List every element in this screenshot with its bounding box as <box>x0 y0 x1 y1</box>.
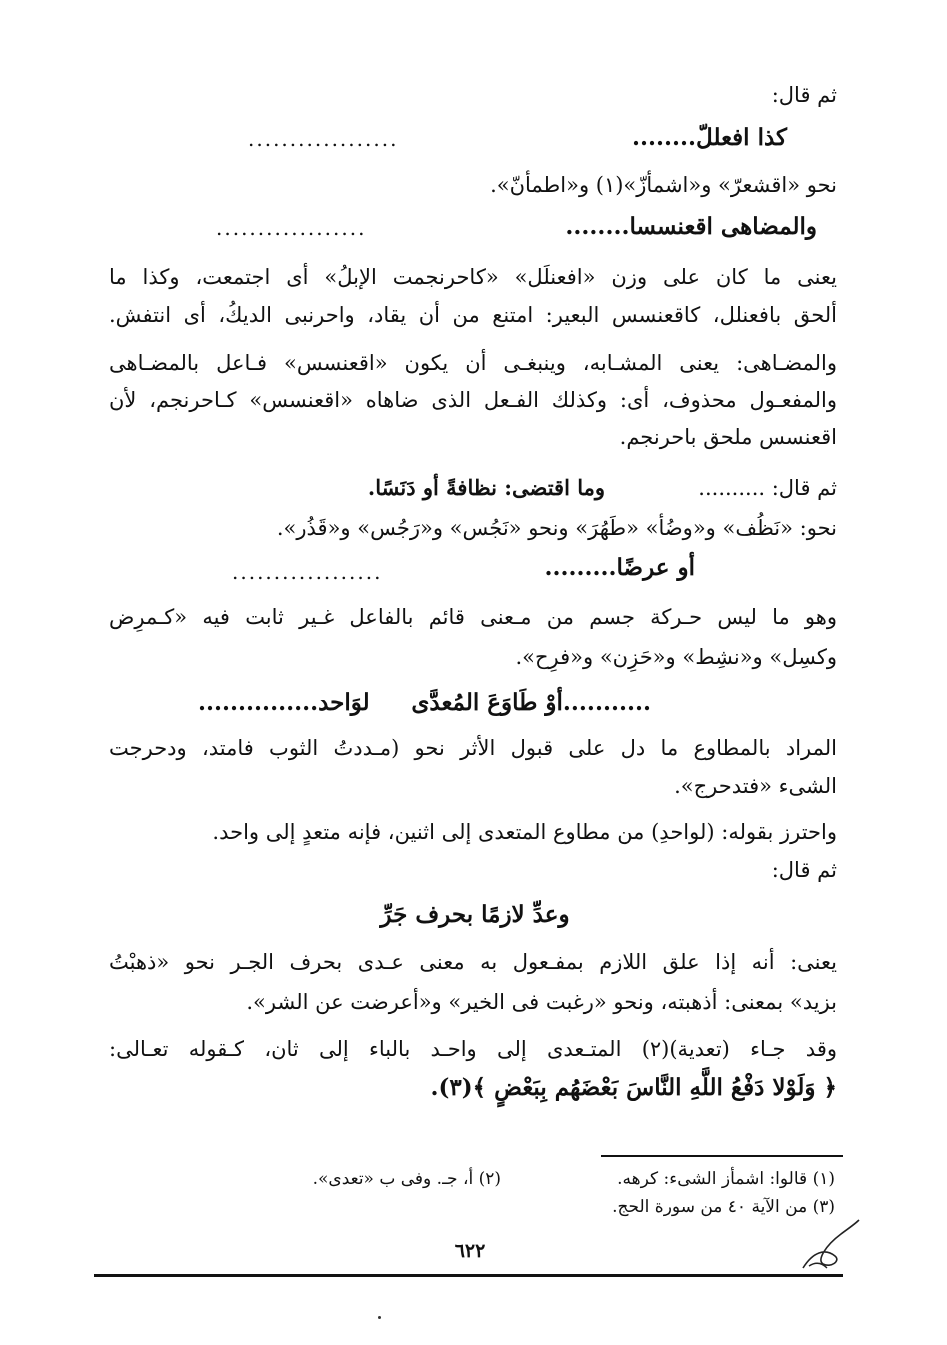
text-line: ثم قال: .......... <box>698 476 837 500</box>
text-line: يعنى: أنه إذا علق اللازم بمفـعول به معنى عـدى بحرف الجـر نحو «ذهبْتُ <box>109 950 837 974</box>
text-line: اقعنسس ملحق باحرنجم. <box>619 425 837 449</box>
footnote: (٣) من الآية ٤٠ من سورة الحج. <box>612 1197 835 1217</box>
quran-verse: ﴿ وَلَوْلا دَفْعُ اللَّهِ النَّاسَ بَعْضَهُم بِبَعْضٍ ﴾(٣). <box>430 1074 837 1101</box>
text-line: الشىء «فتدحرج». <box>674 774 837 798</box>
verse-line: كذا افعللّ........ <box>632 124 787 151</box>
text-line: المراد بالمطاوع ما دل على قبول الأثر نحو (مـددتُ الثوب فامتد، ودحرجت <box>109 736 837 760</box>
text-line: نحو «اقشعرّ» و«اشمأزّ»(١) و«اطمأنّ». <box>490 173 837 197</box>
text-line: وقد جـاء (تعدية)(٢) المتـعدى إلى واحـد بالباء إلى ثان، كـقوله تعـالى: <box>109 1037 837 1061</box>
verse-line: وما اقتضى: نظافةً أو دَنَسًا. <box>367 475 605 500</box>
text-line: ثم قال: <box>771 83 837 107</box>
verse-dots: .................. <box>248 127 399 151</box>
verse-line: لوَاحد............... <box>198 689 370 716</box>
text-line: يعنى ما كان على وزن «افعنلَل» «كاحرنجمت الإبلُ» أى اجتمعت، وكذا ما <box>109 265 837 289</box>
text-line: والمضـاهى: يعنى المشـابه، وينبغـى أن يكون «اقعنسس» فـاعل بالمضـاهى <box>109 351 837 375</box>
footnote: (١) قالوا: اشمأز الشىء: كرهه. <box>617 1169 835 1189</box>
page-number: ٦٢٢ <box>454 1240 486 1262</box>
verse-dots: .................. <box>232 560 383 584</box>
bottom-rule <box>94 1274 843 1277</box>
verse-line: وعدِّ لازمًا بحرف جَرِّ <box>380 901 570 928</box>
text-line: والمفعـول محذوف، أى: وكذلك الفـعل الذى ضاهاه «اقعنسس» كـاحرنجم، لأن <box>109 388 837 412</box>
verse-line: والمضاهى اقعنسسا........ <box>565 213 817 240</box>
text-line: ثم قال: <box>771 858 837 882</box>
text-line: نحو: «نَظُف» و«وضُأ» «طَهُرَ» ونحو «نَجُس» و«رَجُس» و«قَذُر». <box>276 516 837 540</box>
verse-line: أو عرضًا......... <box>544 554 695 581</box>
text-line: بزيد» بمعنى: أذهبته، ونحو «رغبت فى الخير» و«أعرضت عن الشر». <box>246 990 837 1014</box>
verse-dots: .................. <box>216 216 367 240</box>
verse-line: ...........أوْ طَاوَعَ المُعدَّى <box>411 689 651 716</box>
footnote: (٢) أ، جـ. وفى ب «تعدى». <box>312 1169 501 1189</box>
speck <box>378 1316 381 1319</box>
text-line: واحترز بقوله: (لواحدِ) من مطاوع المتعدى إلى اثنين، فإنه متعدٍ إلى واحد. <box>212 820 837 844</box>
text-line: وكسِل» و«نشِط» و«حَزِن» و«فرِح». <box>515 645 837 669</box>
footnote-separator <box>601 1155 843 1157</box>
text-line: وهو ما ليس حـركة جسم من مـعنى قائم بالفاعل غـير ثابت فيه «كـمرِض <box>109 605 837 629</box>
text-line: ألحق بافعنلل، كاقعنسس البعير: امتنع من أن يقاد، واحرنبى الديكُ، أى انتفش. <box>109 303 837 327</box>
handwritten-mark-icon <box>795 1212 865 1274</box>
